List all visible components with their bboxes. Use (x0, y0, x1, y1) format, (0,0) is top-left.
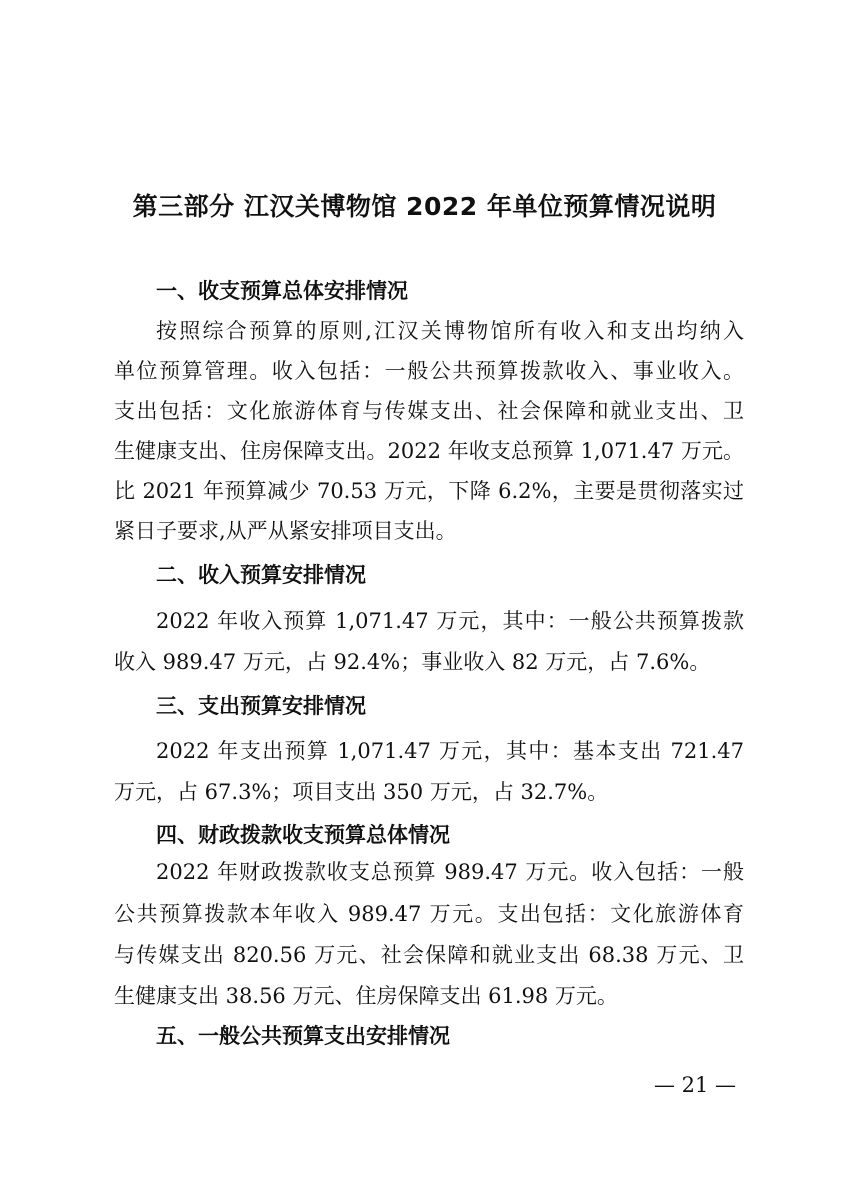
section-heading-2: 二、收入预算安排情况 (156, 563, 366, 587)
paragraph-line: 支出包括：文化旅游体育与传媒支出、社会保障和就业支出、卫 (114, 399, 744, 423)
paragraph-line: 公共预算拨款本年收入 989.47 万元。支出包括：文化旅游体育 (114, 902, 744, 926)
paragraph-line: 与传媒支出 820.56 万元、社会保障和就业支出 68.38 万元、卫 (114, 943, 744, 967)
paragraph-line: 单位预算管理。收入包括：一般公共预算拨款收入、事业收入。 (114, 359, 744, 383)
paragraph-line: 比 2021 年预算减少 70.53 万元，下降 6.2%，主要是贯彻落实过 (114, 479, 744, 503)
page-number: — 21 — (653, 1073, 737, 1097)
paragraph-line: 2022 年财政拨款收支总预算 989.47 万元。收入包括：一般 (156, 860, 744, 884)
section-heading-3: 三、支出预算安排情况 (156, 694, 366, 718)
section-heading-4: 四、财政拨款收支预算总体情况 (156, 823, 450, 847)
paragraph-line: 2022 年支出预算 1,071.47 万元，其中：基本支出 721.47 (156, 739, 744, 763)
paragraph-line: 收入 989.47 万元，占 92.4%；事业收入 82 万元，占 7.6%。 (114, 650, 711, 674)
paragraph-line: 按照综合预算的原则,江汉关博物馆所有收入和支出均纳入 (156, 319, 744, 343)
paragraph-line: 2022 年收入预算 1,071.47 万元，其中：一般公共预算拨款 (156, 609, 744, 633)
paragraph-line: 生健康支出、住房保障支出。2022 年收支总预算 1,071.47 万元。 (114, 439, 744, 463)
section-heading-5: 五、一般公共预算支出安排情况 (156, 1024, 450, 1048)
page-title: 第三部分 江汉关博物馆 2022 年单位预算情况说明 (132, 192, 717, 221)
paragraph-line: 生健康支出 38.56 万元、住房保障支出 61.98 万元。 (114, 984, 618, 1008)
paragraph-line: 万元，占 67.3%；项目支出 350 万元，占 32.7%。 (114, 780, 609, 804)
section-heading-1: 一、收支预算总体安排情况 (156, 279, 408, 303)
paragraph-line: 紧日子要求,从严从紧安排项目支出。 (114, 519, 457, 543)
